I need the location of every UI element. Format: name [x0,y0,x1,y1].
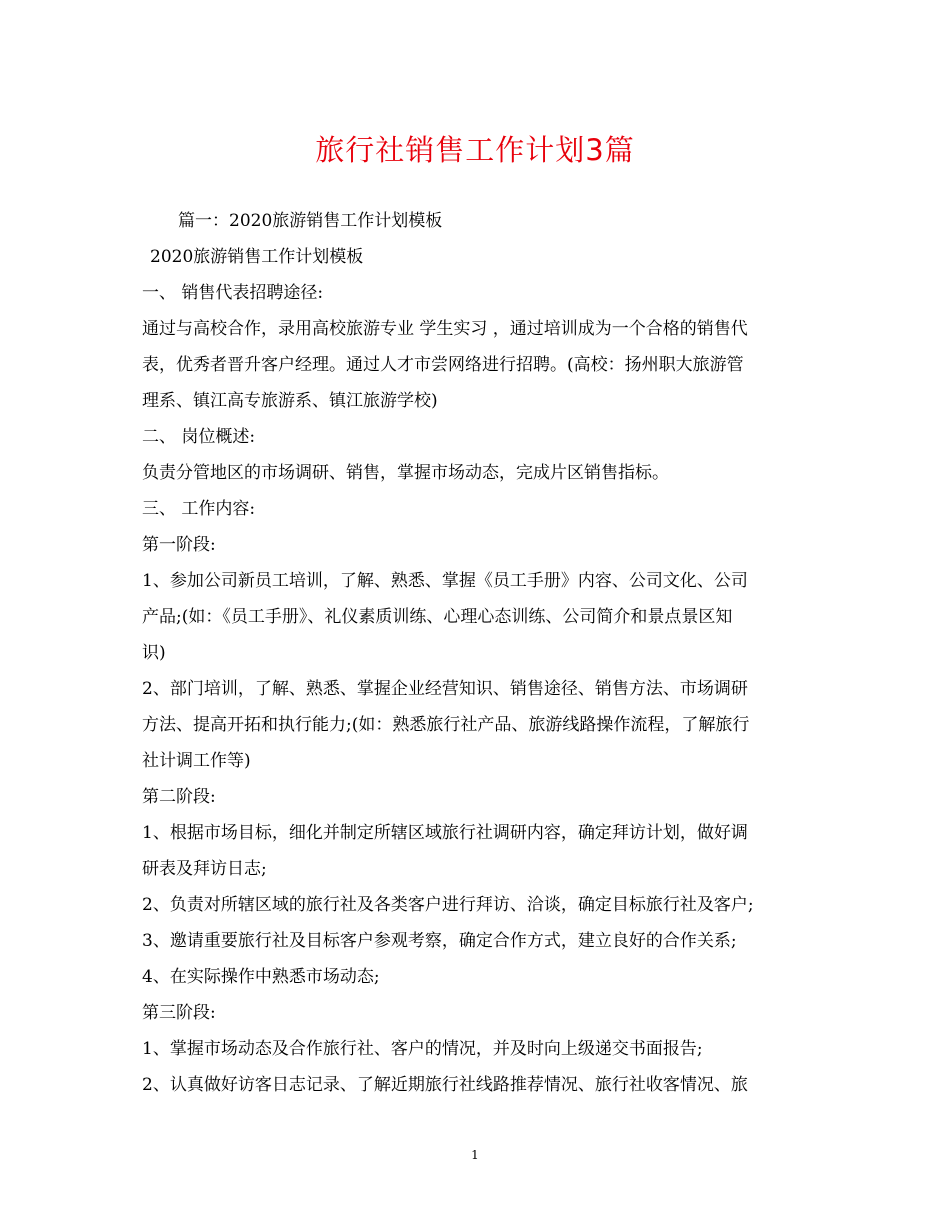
text-line: 2、负责对所辖区域的旅行社及各类客户进行拜访、洽谈，确定目标旅行社及客户; [142,895,754,915]
text-line: 2020旅游销售工作计划模板 [150,247,364,267]
text-line: 研表及拜访日志; [142,859,267,879]
page-number: 1 [471,1148,479,1162]
text-line: 识) [142,643,166,663]
stage-heading: 第三阶段: [142,1003,216,1023]
text-line: 1、参加公司新员工培训，了解、熟悉、掌握《员工手册》内容、公司文化、公司 [142,571,748,591]
text-line: 篇一：2020旅游销售工作计划模板 [178,211,443,231]
text-line: 3、邀请重要旅行社及目标客户参观考察，确定合作方式，建立良好的合作关系; [142,931,737,951]
section-heading: 二、 岗位概述: [142,427,256,447]
document-title: 旅行社销售工作计划3篇 [315,133,635,167]
text-line: 表，优秀者晋升客户经理。通过人才市尝网络进行招聘。(高校：扬州职大旅游管 [142,355,744,375]
text-line: 负责分管地区的市场调研、销售，掌握市场动态，完成片区销售指标。 [142,463,669,483]
stage-heading: 第二阶段: [142,787,216,807]
text-line: 理系、镇江高专旅游系、镇江旅游学校) [142,391,438,411]
text-line: 2、认真做好访客日志记录、了解近期旅行社线路推荐情况、旅行社收客情况、旅 [142,1075,748,1095]
section-heading: 三、 工作内容: [142,499,256,519]
section-heading: 一、 销售代表招聘途径: [142,283,324,303]
text-line: 1、掌握市场动态及合作旅行社、客户的情况，并及时向上级递交书面报告; [142,1039,703,1059]
text-line: 1、根据市场目标，细化并制定所辖区域旅行社调研内容，确定拜访计划，做好调 [142,823,748,843]
text-line: 方法、提高开拓和执行能力;(如：熟悉旅行社产品、旅游线路操作流程，了解旅行 [142,715,750,735]
text-line: 2、部门培训，了解、熟悉、掌握企业经营知识、销售途径、销售方法、市场调研 [142,679,748,699]
text-line: 4、在实际操作中熟悉市场动态; [142,967,380,987]
text-line: 通过与高校合作，录用高校旅游专业 学生实习 ，通过培训成为一个合格的销售代 [142,319,748,339]
document-body [142,203,822,1103]
text-line: 产品;(如：《员工手册》、礼仪素质训练、心理心态训练、公司简介和景点景区知 [142,607,733,627]
stage-heading: 第一阶段: [142,535,216,555]
text-line: 社计调工作等) [142,751,251,771]
